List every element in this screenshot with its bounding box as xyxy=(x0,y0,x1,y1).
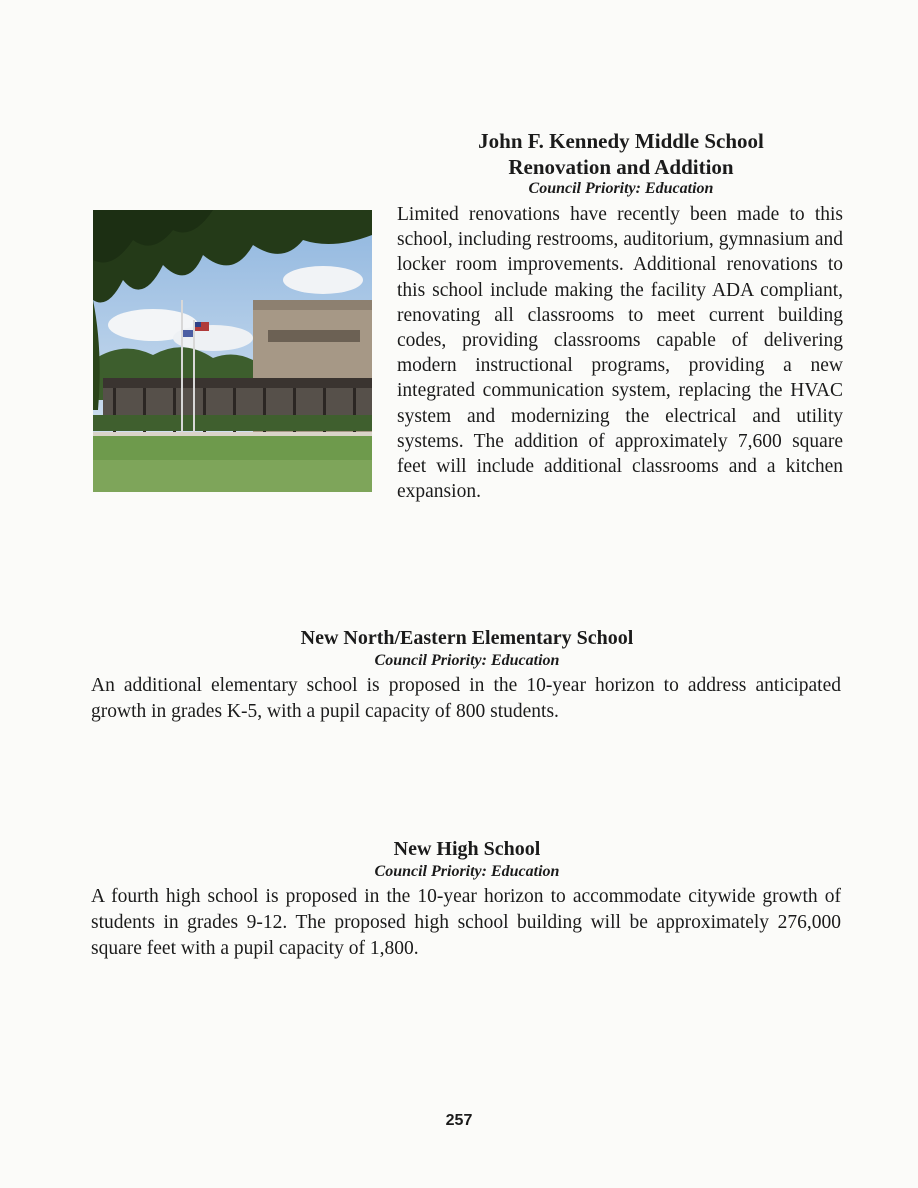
council-priority-high-school: Council Priority: Education xyxy=(374,863,560,880)
section-title-elementary: New North/Eastern Elementary School xyxy=(300,627,634,649)
title-line-2: Renovation and Addition xyxy=(508,155,734,179)
school-photo xyxy=(93,210,372,492)
school-building-photo xyxy=(93,210,372,492)
council-priority-jfk: Council Priority: Education xyxy=(528,180,714,197)
title-line-1: John F. Kennedy Middle School xyxy=(478,129,764,153)
section-body-elementary: An additional elementary school is proposed in the 10-year horizon to address anticipated growth in grades K-5, with a pupil capacity of 800 students. xyxy=(91,675,841,722)
section-body-jfk: Limited renovations have recently been made to this school, including restrooms, auditorium, gymnasium and locker room improvements. Additional renovations to this school include making the facility ADA compliant, renovating all classrooms to meet current building codes, providing classrooms capable of delivering modern instructional programs, providing a new integrated communication system, replacing the HVAC system and modernizing the electrical and utility systems. The addition of approximately 7,600 square feet will include additional classrooms and a kitchen expansion. xyxy=(397,204,843,503)
section-body-high-school: A fourth high school is proposed in the 10-year horizon to accommodate citywide growth of students in grades 9-12. The proposed high school building will be approximately 276,000 square feet with a pupil capacity of 1,800. xyxy=(91,886,841,959)
council-priority-elementary: Council Priority: Education xyxy=(374,652,560,669)
section-title-high-school: New High School xyxy=(393,838,541,860)
section-title-jfk xyxy=(398,128,844,180)
page-number: 257 xyxy=(445,1112,473,1129)
